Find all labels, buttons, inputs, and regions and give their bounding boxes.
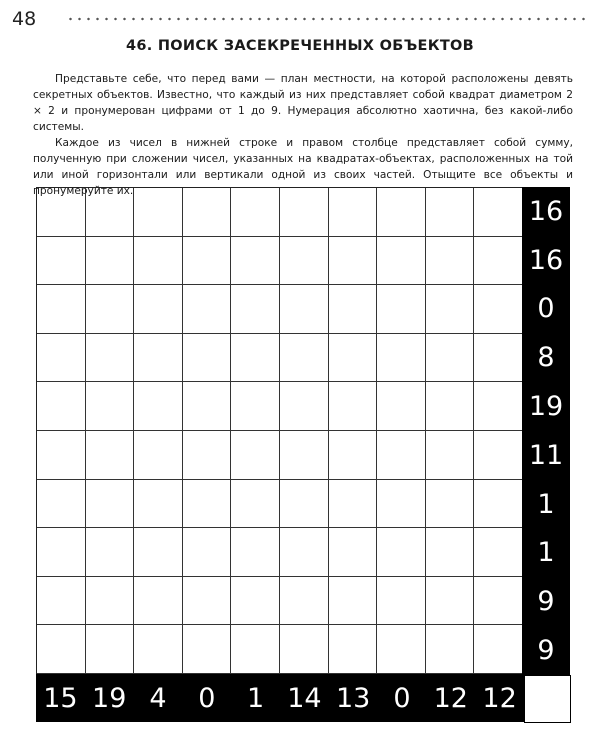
grid-cell[interactable]: [377, 334, 426, 383]
grid-cell[interactable]: [426, 285, 475, 334]
grid-cell[interactable]: [37, 528, 86, 577]
grid-cell[interactable]: [231, 237, 280, 286]
grid-cell[interactable]: [474, 382, 523, 431]
grid-cell[interactable]: [183, 625, 232, 674]
puzzle-board: [36, 187, 564, 714]
grid-cell[interactable]: [426, 625, 475, 674]
grid-cell[interactable]: [231, 480, 280, 529]
column-sum: 13: [336, 682, 371, 714]
grid-cell[interactable]: [377, 480, 426, 529]
puzzle-grid: [36, 187, 523, 674]
grid-cell[interactable]: [329, 382, 378, 431]
grid-cell[interactable]: [37, 188, 86, 237]
column-sums-row: [36, 674, 524, 722]
row-sum: 9: [537, 586, 555, 618]
page-title: 46. ПОИСК ЗАСЕКРЕЧЕННЫХ ОБЪЕКТОВ: [125, 38, 475, 54]
grid-cell[interactable]: [37, 431, 86, 480]
grid-cell[interactable]: [183, 431, 232, 480]
row-sum: 9: [537, 635, 555, 667]
column-sum: 12: [482, 682, 517, 714]
grid-cell[interactable]: [231, 577, 280, 626]
column-sum: 4: [149, 682, 167, 714]
instruction-paragraph-2: Каждое из чисел в нижней строке и правом столбце представляет собой сумму, полученную при сложении чисел, указанных на квадратах-объектах, расположенных на той или иной горизонтали или вертикали одной из своих частей. Отыщите все объекты и пронумеруйте их.: [33, 137, 573, 197]
page-number: 48: [12, 8, 37, 30]
grid-cell[interactable]: [280, 285, 329, 334]
row-sum: 0: [537, 293, 555, 325]
grid-cell[interactable]: [377, 382, 426, 431]
grid-cell[interactable]: [426, 237, 475, 286]
grid-cell[interactable]: [183, 237, 232, 286]
grid-cell[interactable]: [426, 480, 475, 529]
grid-cell[interactable]: [377, 237, 426, 286]
grid-cell[interactable]: [86, 188, 135, 237]
grid-cell[interactable]: [474, 577, 523, 626]
grid-cell[interactable]: [280, 188, 329, 237]
grid-cell[interactable]: [231, 528, 280, 577]
instructions: [33, 71, 573, 199]
row-sum: 16: [528, 195, 564, 227]
grid-cell[interactable]: [183, 334, 232, 383]
corner-cell: [524, 675, 571, 723]
grid-cell[interactable]: [37, 382, 86, 431]
grid-cell[interactable]: [231, 188, 280, 237]
grid-cell[interactable]: [134, 285, 183, 334]
grid-cell[interactable]: [329, 431, 378, 480]
grid-cell[interactable]: [231, 285, 280, 334]
grid-cell[interactable]: [377, 188, 426, 237]
grid-cell[interactable]: [426, 431, 475, 480]
grid-cell[interactable]: [134, 431, 183, 480]
row-sum: 11: [528, 439, 564, 471]
column-sum: 0: [393, 682, 411, 714]
column-sum: 12: [433, 682, 468, 714]
grid-cell[interactable]: [231, 625, 280, 674]
grid-cell[interactable]: [329, 285, 378, 334]
grid-cell[interactable]: [86, 577, 135, 626]
grid-cell[interactable]: [86, 285, 135, 334]
grid-cell[interactable]: [134, 237, 183, 286]
grid-cell[interactable]: [37, 625, 86, 674]
grid-cell[interactable]: [231, 334, 280, 383]
grid-cell[interactable]: [134, 382, 183, 431]
row-sum: 1: [537, 488, 555, 520]
row-sums-column: [522, 187, 570, 675]
grid-cell[interactable]: [474, 431, 523, 480]
grid-cell[interactable]: [474, 625, 523, 674]
grid-cell[interactable]: [37, 577, 86, 626]
grid-cell[interactable]: [280, 334, 329, 383]
column-sum: 1: [246, 682, 265, 714]
grid-cell[interactable]: [231, 382, 280, 431]
grid-cell[interactable]: [183, 382, 232, 431]
grid-cell[interactable]: [329, 480, 378, 529]
grid-cell[interactable]: [86, 480, 135, 529]
grid-cell[interactable]: [280, 237, 329, 286]
row-sum: 16: [528, 244, 564, 276]
grid-cell[interactable]: [37, 237, 86, 286]
grid-cell[interactable]: [280, 625, 329, 674]
grid-cell[interactable]: [134, 625, 183, 674]
grid-cell[interactable]: [426, 334, 475, 383]
grid-cell[interactable]: [426, 188, 475, 237]
grid-cell[interactable]: [86, 431, 135, 480]
row-sum: 1: [537, 537, 555, 569]
grid-cell[interactable]: [134, 334, 183, 383]
grid-cell[interactable]: [474, 285, 523, 334]
instruction-paragraph-1: Представьте себе, что перед вами — план местности, на которой расположены девять секретных объектов. Известно, что каждый из них представляет собой квадрат диаметром 2 × 2 и пронумерован цифрами от 1 до 9. Нумерация абсолютно хаотична, без какой-либо системы.: [33, 73, 573, 133]
column-sum: 19: [92, 682, 127, 714]
grid-cell[interactable]: [37, 480, 86, 529]
grid-cell[interactable]: [474, 237, 523, 286]
grid-cell[interactable]: [86, 528, 135, 577]
grid-cell[interactable]: [183, 528, 232, 577]
grid-cell[interactable]: [426, 528, 475, 577]
grid-cell[interactable]: [474, 188, 523, 237]
grid-cell[interactable]: [134, 577, 183, 626]
grid-cell[interactable]: [134, 480, 183, 529]
grid-cell[interactable]: [426, 382, 475, 431]
grid-cell[interactable]: [183, 285, 232, 334]
grid-cell[interactable]: [377, 285, 426, 334]
grid-cell[interactable]: [86, 625, 135, 674]
grid-cell[interactable]: [474, 334, 523, 383]
grid-cell[interactable]: [329, 625, 378, 674]
grid-cell[interactable]: [426, 577, 475, 626]
grid-cell[interactable]: [134, 528, 183, 577]
grid-cell[interactable]: [280, 480, 329, 529]
grid-cell[interactable]: [231, 431, 280, 480]
grid-cell[interactable]: [329, 577, 378, 626]
grid-cell[interactable]: [474, 528, 523, 577]
grid-cell[interactable]: [134, 188, 183, 237]
grid-cell[interactable]: [280, 528, 329, 577]
column-sum: 0: [198, 682, 216, 714]
grid-cell[interactable]: [280, 382, 329, 431]
column-sum: 14: [287, 682, 322, 714]
grid-cell[interactable]: [280, 577, 329, 626]
grid-cell[interactable]: [377, 577, 426, 626]
grid-cell[interactable]: [37, 285, 86, 334]
grid-cell[interactable]: [86, 382, 135, 431]
grid-cell[interactable]: [37, 334, 86, 383]
grid-cell[interactable]: [474, 480, 523, 529]
grid-cell[interactable]: [183, 480, 232, 529]
column-sum: 15: [43, 682, 78, 714]
grid-cell[interactable]: [86, 237, 135, 286]
grid-cell[interactable]: [377, 625, 426, 674]
grid-cell[interactable]: [329, 528, 378, 577]
grid-cell[interactable]: [329, 334, 378, 383]
grid-cell[interactable]: [183, 188, 232, 237]
grid-cell[interactable]: [377, 528, 426, 577]
grid-cell[interactable]: [329, 237, 378, 286]
grid-cell[interactable]: [377, 431, 426, 480]
decorative-dot-line: [66, 17, 588, 21]
row-sum: 19: [528, 391, 564, 423]
grid-cell[interactable]: [329, 188, 378, 237]
row-sum: 8: [537, 342, 555, 374]
grid-cell[interactable]: [86, 334, 135, 383]
grid-cell[interactable]: [280, 431, 329, 480]
grid-cell[interactable]: [183, 577, 232, 626]
